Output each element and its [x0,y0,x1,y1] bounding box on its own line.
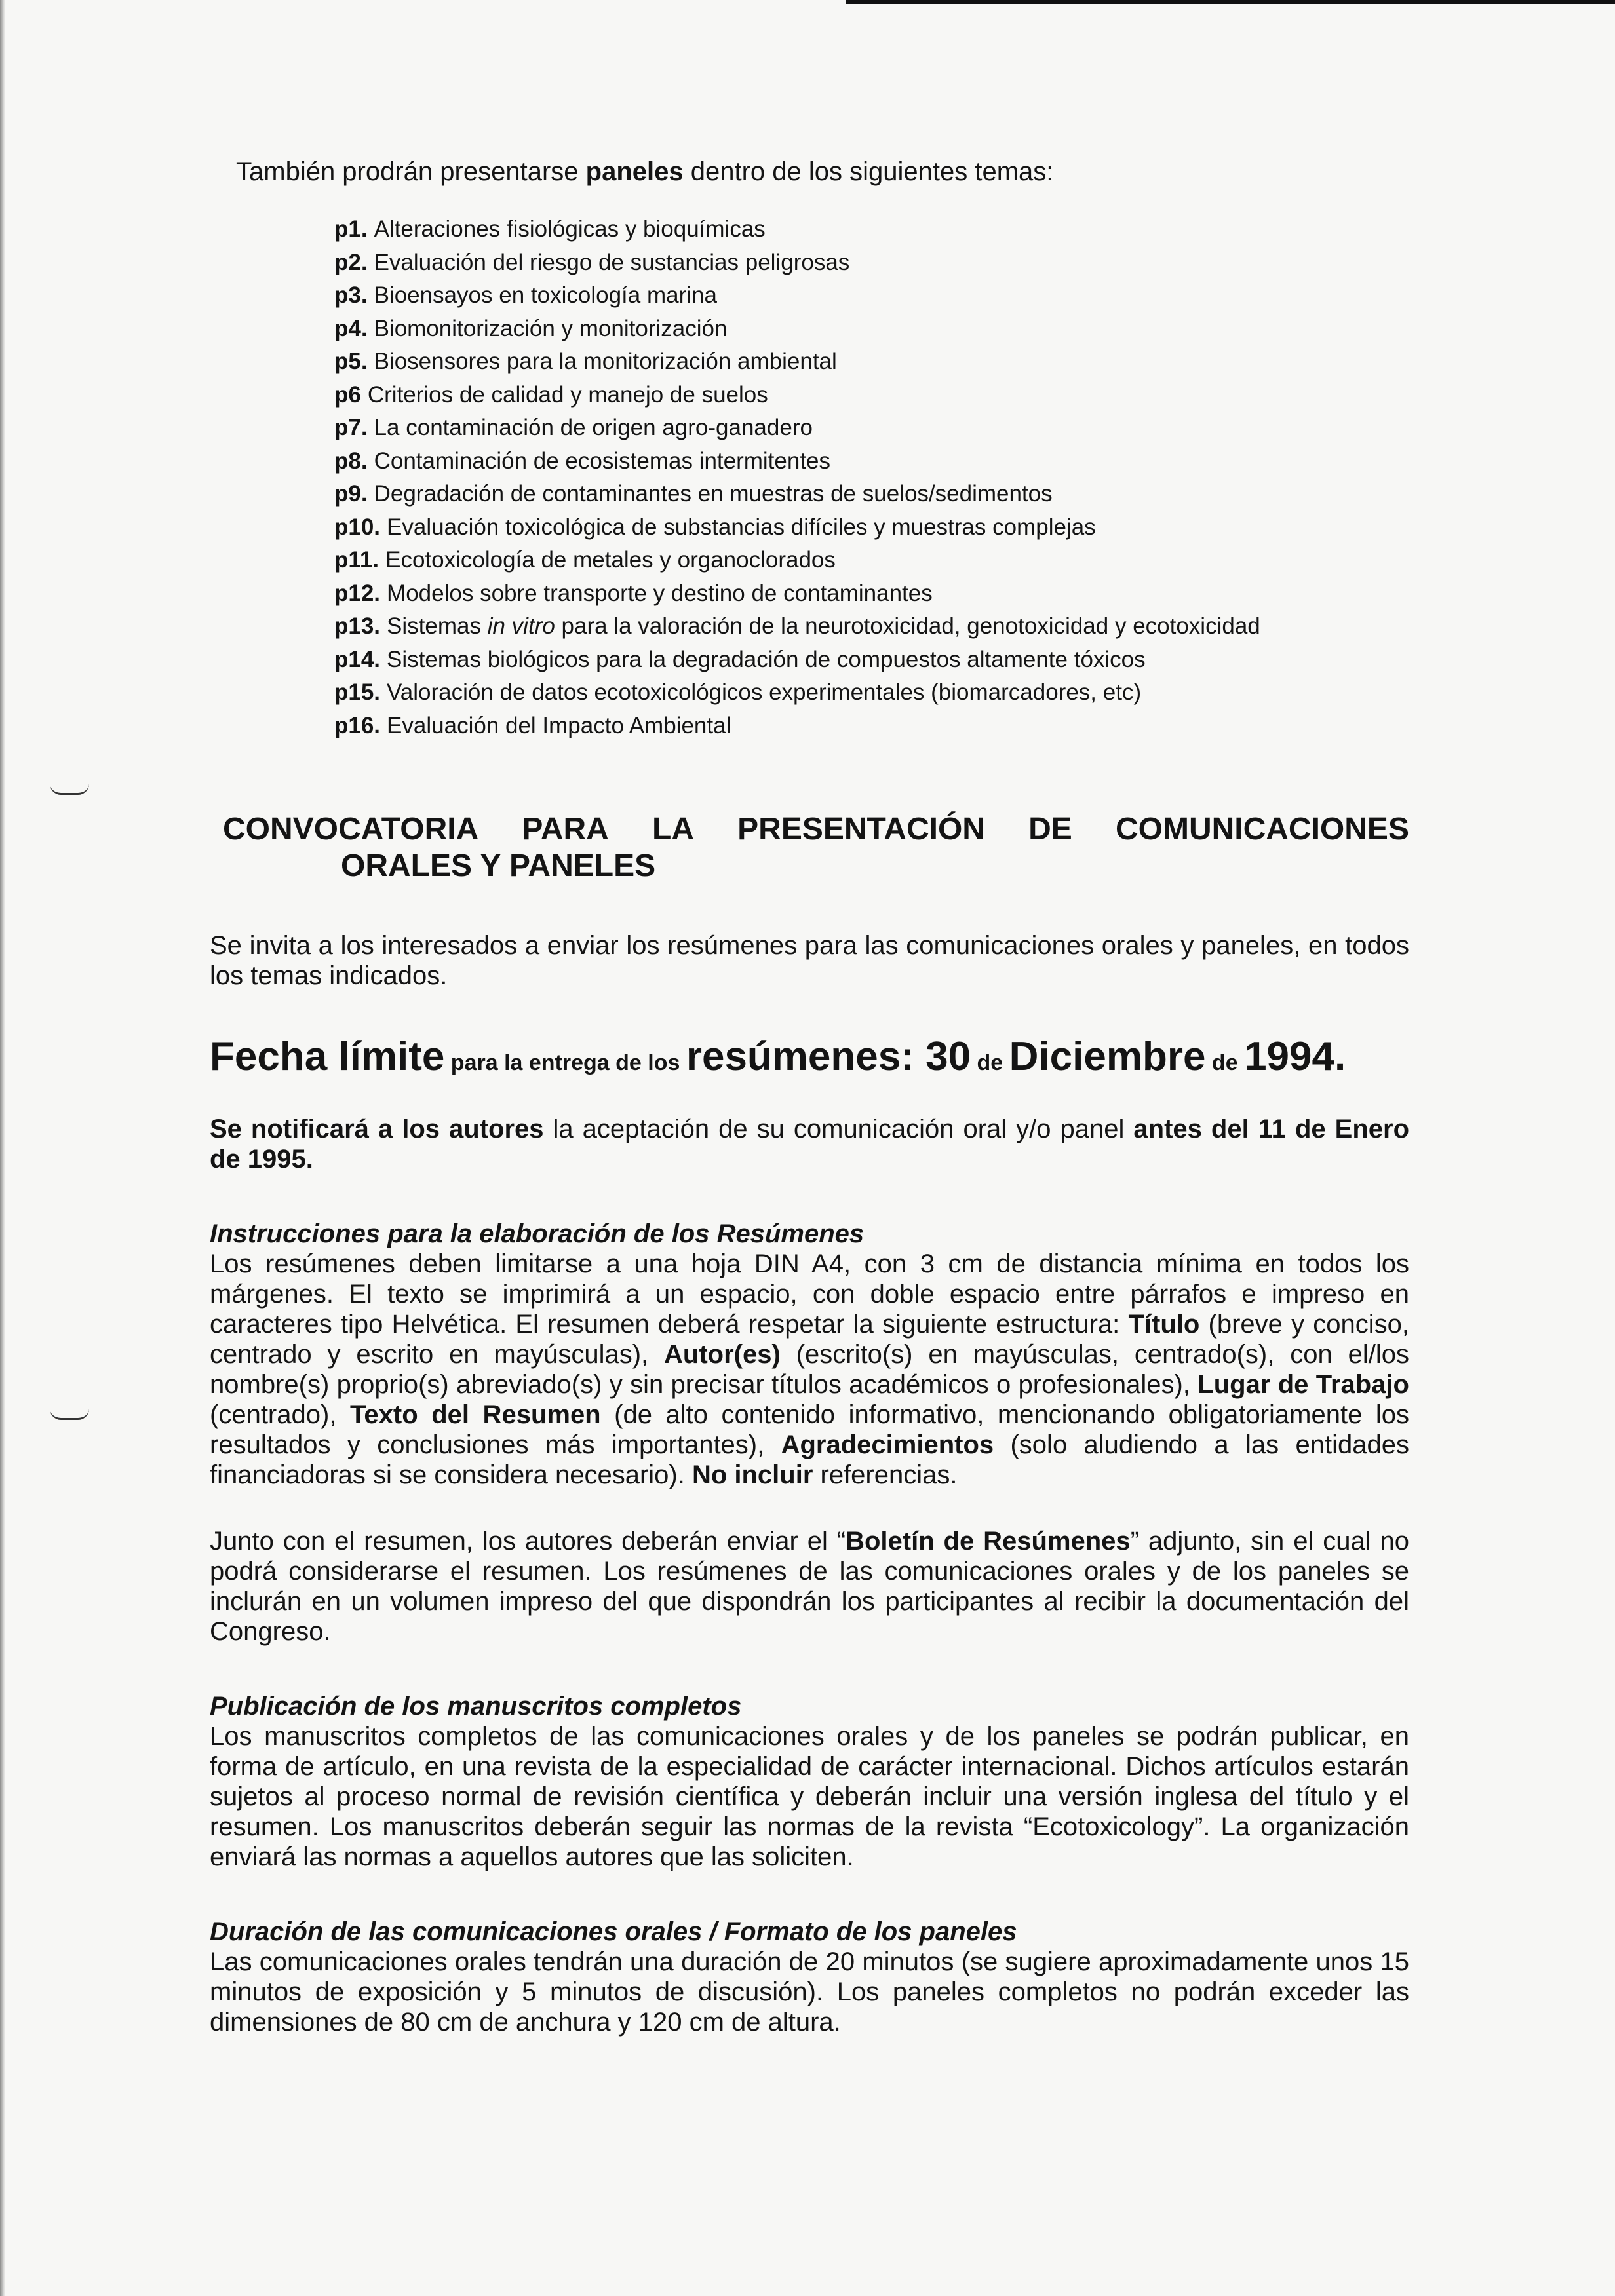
bold-term: No incluir [691,1461,813,1489]
deadline-word: de [1205,1050,1245,1075]
bold-term: Título [1128,1310,1200,1339]
topic-text: Biomonitorización y monitorización [374,315,728,341]
topic-text: Alteraciones fisiológicas y bioquímicas [374,216,766,242]
list-item [334,643,1409,677]
topic-code: p5. [334,349,368,374]
deadline-line [210,1034,1409,1079]
paragraph-text: (breve y conciso, centrado y escrito en mayúsculas), [210,1310,1409,1369]
deadline-word: de [971,1050,1009,1075]
scan-margin-mark [50,1409,89,1420]
topic-code: p14. [334,646,381,672]
deadline-word: Diciembre [1009,1034,1206,1079]
list-item [334,279,1409,313]
topic-code: p4. [334,315,368,341]
topic-code: p9. [334,481,368,507]
paragraph-text: (centrado), [210,1400,350,1429]
list-item [334,676,1409,710]
list-item [334,610,1409,643]
instructions-heading: Instrucciones para la elaboración de los Resúmenes [210,1219,865,1248]
bold-term: Texto del Resumen [349,1400,601,1429]
bold-term: Autor(es) [664,1340,781,1369]
topic-code: p3. [334,282,368,308]
topic-code: p7. [334,415,368,440]
notify-bold: Se notificará a los autores [210,1115,544,1143]
duration-heading: Duración de las comunicaciones orales / Formato de los paneles [210,1917,1017,1946]
list-item [334,345,1409,379]
list-item [334,544,1409,577]
title-word: DE [1028,812,1072,847]
publication-paragraph: Los manuscritos completos de las comunicaciones orales y de los paneles se podrán publicar, en forma de artículo, en una revista de la especialidad de carácter internacional. Dichos artículos estarán sujetos al proceso normal de revisión científica y deberán incluir una versión inglesa del título y el resumen. Los manuscritos deberán seguir las normas de la revista “Ecotoxicology”. La organización enviará las normas a aquellos autores que las soliciten. [210,1722,1409,1871]
topic-text: Ecotoxicología de metales y organoclorados [385,547,836,573]
topic-italic-term: in vitro [487,613,555,639]
invitation-paragraph: Se invita a los interesados a enviar los resúmenes para las comunicaciones orales y paneles, en todos los temas indicados. [210,931,1409,990]
topic-text: Biosensores para la monitorización ambiental [374,349,837,374]
scan-top-edge-line [846,0,1615,4]
notify-text: la aceptación de su comunicación oral y/o panel [543,1115,1134,1143]
deadline-word: resúmenes: 30 [686,1034,971,1079]
paragraph-text: (solo aludiendo a las entidades financiadoras si se considera necesario). [210,1430,1409,1489]
panel-topics-list [334,213,1409,742]
paragraph-text: Junto con el resumen, los autores deberán enviar el “ [210,1527,846,1556]
submission-paragraph [210,1526,1409,1647]
list-item [334,313,1409,346]
topic-text: Evaluación del riesgo de sustancias peligrosas [374,249,850,275]
notify-date: antes del 11 de Enero de 1995. [210,1115,1410,1174]
call-for-papers-title [223,811,1409,885]
topic-code: p10. [334,514,381,540]
bold-term: Agradecimientos [781,1430,994,1459]
paragraph-text: referencias. [813,1461,958,1489]
topic-text: Bioensayos en toxicología marina [374,282,717,308]
list-item [334,213,1409,246]
topic-text: Criterios de calidad y manejo de suelos [367,381,768,408]
list-item [334,577,1409,611]
paragraph-text: ” adjunto, sin el cual no podrá considerarse el resumen. Los resúmenes de las comunicaciones orales y de los paneles se inclurán en un volumen impreso del que dispondrán los participantes al recibir la documentación del Congreso. [210,1527,1409,1646]
topic-code: p12. [334,580,381,606]
deadline-word: 1994. [1244,1034,1346,1079]
topic-code: p13. [334,613,381,639]
instructions-paragraph [210,1249,1409,1490]
list-item [334,478,1409,511]
title-word: LA [652,812,694,847]
bold-term: Lugar de Trabajo [1197,1370,1409,1399]
list-item [334,511,1409,545]
topic-code: p11. [334,547,379,573]
topic-text: Sistemas [387,613,488,639]
topic-text: Sistemas biológicos para la degradación de compuestos altamente tóxicos [387,646,1146,672]
document-body [210,157,1409,2037]
topic-text: Valoración de datos ecotoxicológicos experimentales (biomarcadores, etc) [387,679,1142,705]
topic-code: p16. [334,712,381,738]
scan-margin-mark [50,784,89,795]
list-item [334,411,1409,445]
paragraph-text: (escrito(s) en mayúsculas, centrado(s), con el/los nombre(s) proprio(s) abreviado(s) y sin precisar títulos académicos o profesionales), [210,1340,1409,1399]
notification-paragraph [210,1114,1409,1174]
list-item [334,445,1409,478]
deadline-word: para la entrega de los [444,1050,686,1075]
publication-heading: Publicación de los manuscritos completos [210,1692,742,1721]
intro-text-end: dentro de los siguientes temas: [683,157,1054,186]
topic-text: Modelos sobre transporte y destino de contaminantes [387,580,933,606]
list-item [334,379,1409,412]
topic-code: p1. [334,216,368,242]
topic-text: Evaluación toxicológica de substancias difíciles y muestras complejas [387,514,1096,540]
title-line-1 [223,811,1409,848]
panels-intro [236,157,1409,187]
intro-bold: paneles [585,157,684,186]
paragraph-text: Los resúmenes deben limitarse a una hoja DIN A4, con 3 cm de distancia mínima en todos los márgenes. El texto se imprimirá a un espacio, con doble espacio entre párrafos e impreso en caracteres tipo Helvética. El resumen deberá respetar la siguiente estructura: [210,1250,1409,1339]
list-item [334,710,1409,743]
topic-text: Evaluación del Impacto Ambiental [387,712,731,738]
topic-text: La contaminación de origen agro-ganadero [374,415,813,440]
title-word: CONVOCATORIA [223,812,479,847]
deadline-word: Fecha límite [210,1034,445,1079]
topic-code: p6 [334,381,361,408]
list-item [334,246,1409,280]
scan-left-edge-shadow [0,0,5,2296]
topic-text: Degradación de contaminantes en muestras de suelos/sedimentos [374,481,1053,507]
title-word: PRESENTACIÓN [737,812,985,847]
title-word: COMUNICACIONES [1115,812,1409,847]
topic-code: p15. [334,679,381,705]
title-line-2: ORALES Y PANELES [341,849,656,883]
duration-paragraph: Las comunicaciones orales tendrán una duración de 20 minutos (se sugiere aproximadamente unos 15 minutos de exposición y 5 minutos de discusión). Los paneles completos no podrán exceder las dimensiones de 80 cm de anchura y 120 cm de altura. [210,1947,1409,2037]
topic-code: p8. [334,448,368,474]
bold-term: Boletín de Resúmenes [846,1527,1131,1556]
topic-code: p2. [334,249,368,275]
topic-text-end: para la valoración de la neurotoxicidad, genotoxicidad y ecotoxicidad [555,613,1260,639]
title-word: PARA [522,812,609,847]
intro-text: También prodrán presentarse [236,157,586,186]
paragraph-text: (de alto contenido informativo, mencionando obligatoriamente los resultados y conclusiones más importantes), [210,1400,1409,1459]
topic-text: Contaminación de ecosistemas intermitentes [374,448,831,474]
